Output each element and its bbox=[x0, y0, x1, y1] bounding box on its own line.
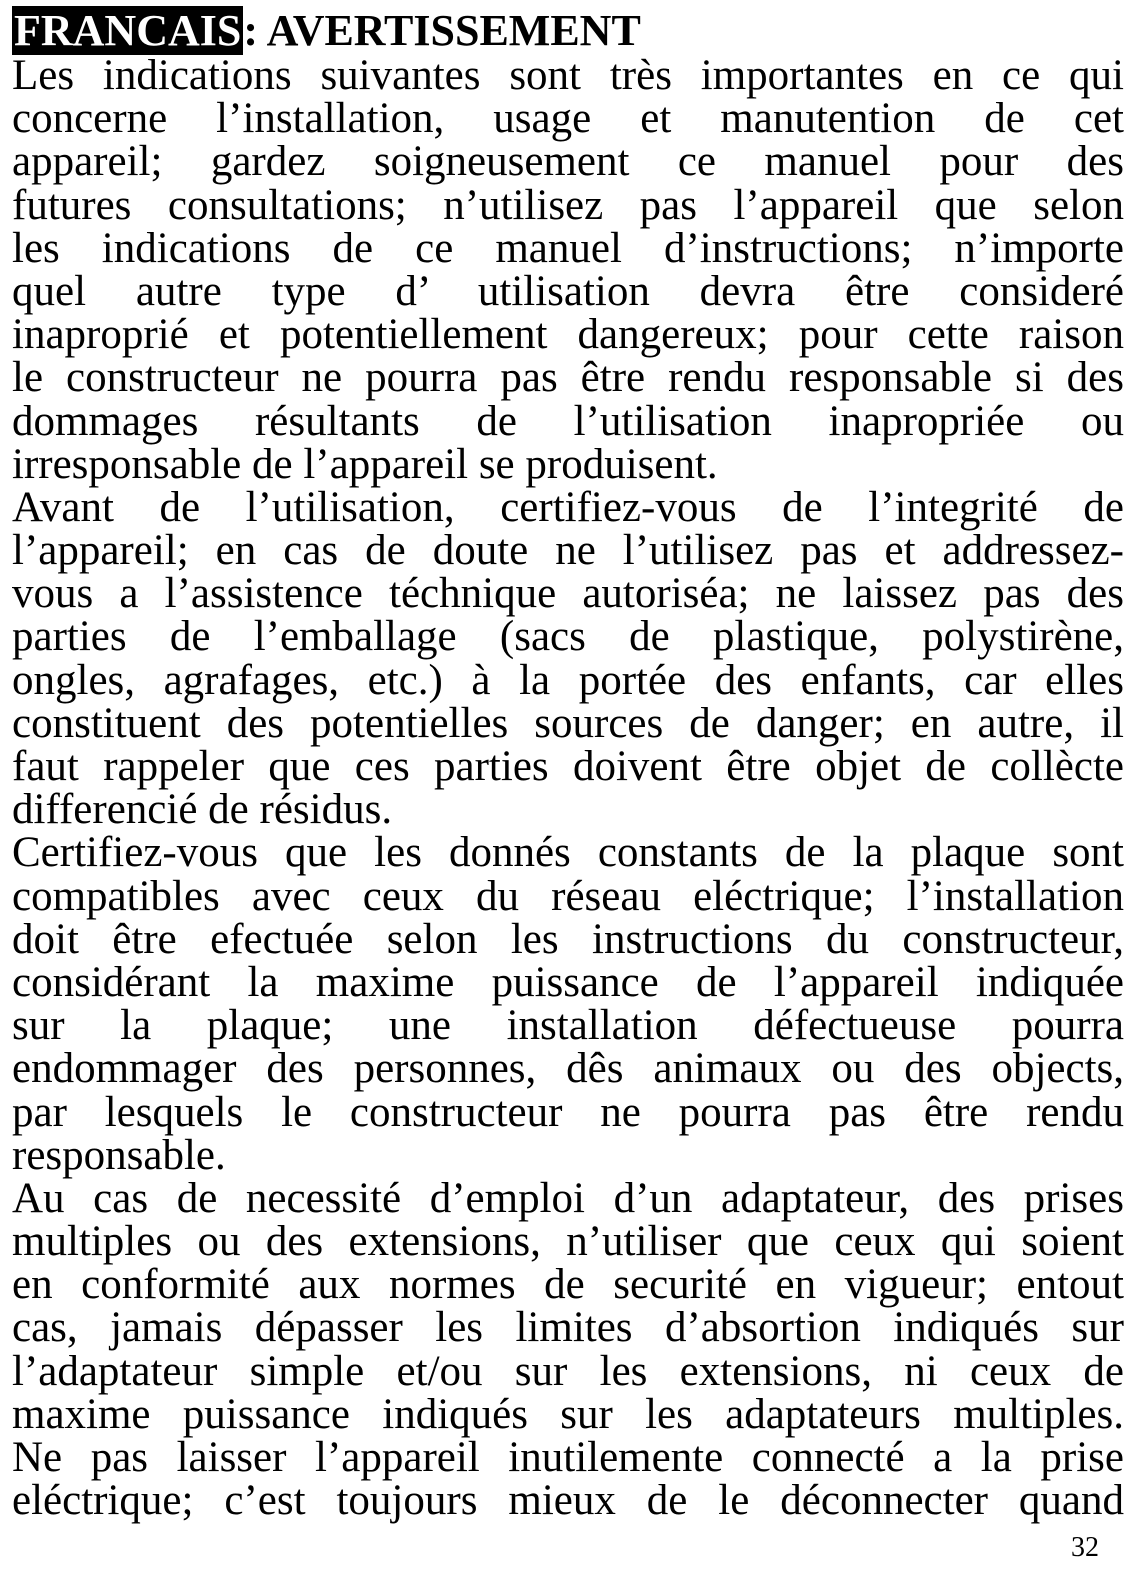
text-line: cas, jamais dépasser les limites d’absortion indiqués sur bbox=[12, 1304, 1124, 1352]
text-line: Au cas de necessité d’emploi d’un adaptateur, des prises bbox=[12, 1174, 1124, 1222]
warning-body-text bbox=[12, 52, 1124, 1525]
text-line: appareil; gardez soigneusement ce manuel pour des bbox=[12, 138, 1124, 186]
text-line: par lesquels le constructeur ne pourra pas être rendu bbox=[12, 1088, 1124, 1136]
text-line: futures consultations; n’utilisez pas l’appareil que selon bbox=[12, 181, 1124, 229]
text-line: endommager des personnes, dês animaux ou des objects, bbox=[12, 1045, 1124, 1093]
text-line: en conformité aux normes de securité en vigueur; entout bbox=[12, 1261, 1124, 1309]
text-line: doit être efectuée selon les instructions du constructeur, bbox=[12, 915, 1124, 963]
text-line: l’adaptateur simple et/ou sur les extensions, ni ceux de bbox=[12, 1347, 1124, 1395]
text-line: ongles, agrafages, etc.) à la portée des enfants, car elles bbox=[12, 656, 1124, 704]
text-line: eléctrique; c’est toujours mieux de le déconnecter quand bbox=[12, 1477, 1124, 1525]
text-line: le constructeur ne pourra pas être rendu responsable si des bbox=[12, 354, 1124, 402]
text-line: vous a l’assistence téchnique autoriséa; ne laissez pas des bbox=[12, 570, 1124, 618]
section-heading bbox=[12, 8, 1124, 54]
text-line: dommages résultants de l’utilisation inapropriée ou bbox=[12, 397, 1124, 445]
text-line: Les indications suivantes sont très importantes en ce qui bbox=[12, 52, 1124, 99]
text-line: compatibles avec ceux du réseau eléctrique; l’installation bbox=[12, 872, 1124, 920]
text-line: considérant la maxime puissance de l’appareil indiquée bbox=[12, 958, 1124, 1006]
document-page bbox=[12, 6, 1124, 1525]
text-line: responsable. bbox=[12, 1131, 226, 1179]
text-line: l’appareil; en cas de doute ne l’utilisez pas et addressez- bbox=[12, 527, 1124, 575]
text-line: differencié de résidus. bbox=[12, 786, 393, 834]
text-line: irresponsable de l’appareil se produisent. bbox=[12, 440, 718, 488]
text-line: Certifiez-vous que les donnés constants de la plaque sont bbox=[12, 829, 1124, 877]
text-line: sur la plaque; une installation défectueuse pourra bbox=[12, 1002, 1124, 1050]
heading-title: : AVERTISSEMENT bbox=[243, 6, 641, 55]
text-line: quel autre type d’ utilisation devra être consideré bbox=[12, 267, 1124, 315]
text-line: maxime puissance indiqués sur les adaptateurs multiples. bbox=[12, 1390, 1124, 1438]
text-line: Ne pas laisser l’appareil inutilemente connecté a la prise bbox=[12, 1434, 1124, 1481]
page-number: 32 bbox=[1071, 1532, 1099, 1563]
language-label: FRANCAIS bbox=[14, 6, 242, 55]
text-line: inaproprié et potentiellement dangereux; pour cette raison bbox=[12, 311, 1124, 359]
text-line: constituent des potentielles sources de danger; en autre, il bbox=[12, 699, 1124, 747]
text-line: faut rappeler que ces parties doivent être objet de collècte bbox=[12, 743, 1124, 790]
text-line: multiples ou des extensions, n’utiliser que ceux qui soient bbox=[12, 1218, 1124, 1266]
text-line: parties de l’emballage (sacs de plastique, polystirène, bbox=[12, 613, 1124, 661]
text-line: Avant de l’utilisation, certifiez-vous de l’integrité de bbox=[12, 483, 1124, 531]
text-line: concerne l’installation, usage et manutention de cet bbox=[12, 95, 1124, 143]
text-line: les indications de ce manuel d’instructions; n’importe bbox=[12, 224, 1124, 272]
